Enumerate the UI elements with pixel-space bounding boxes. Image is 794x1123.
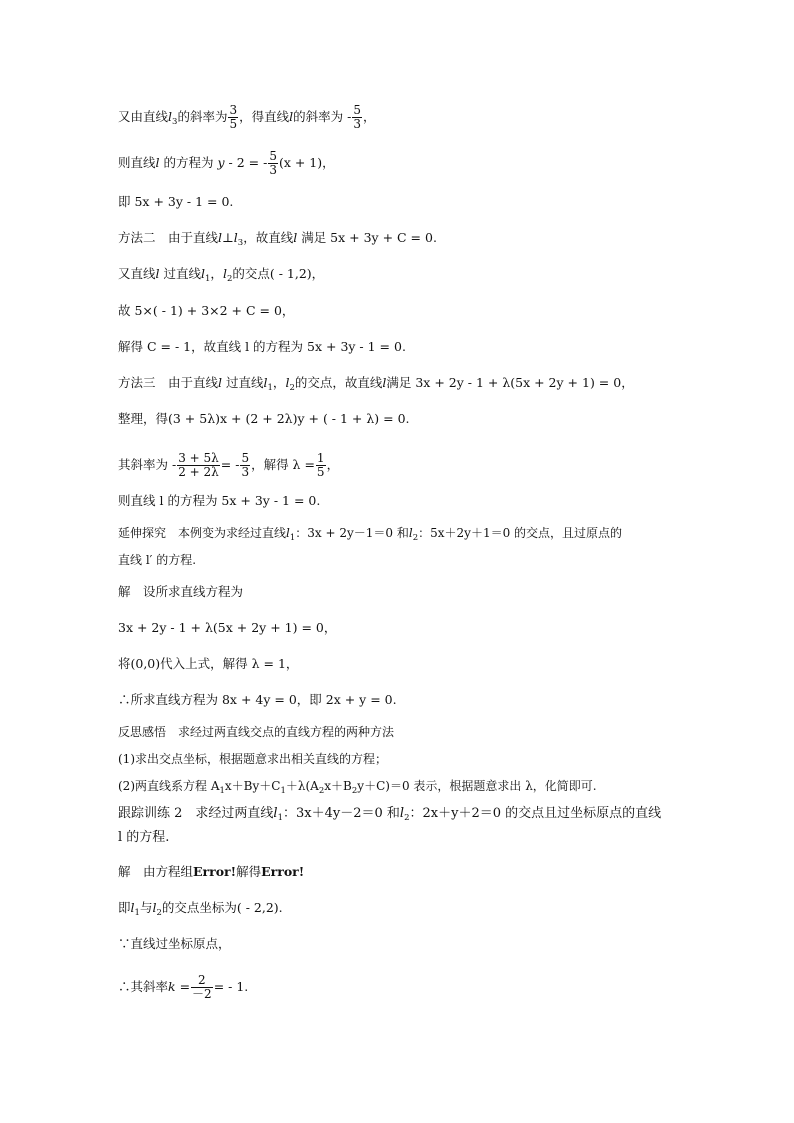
fraction (191, 974, 213, 1001)
text: x＋B (324, 779, 352, 793)
subscript: 3 (237, 238, 244, 248)
text: 过直线 (159, 266, 201, 281)
text: = (175, 979, 191, 994)
subscript: 2 (318, 786, 325, 796)
error-text: Error! (193, 864, 237, 879)
text-line (118, 900, 283, 916)
numerator: 5 (241, 451, 250, 465)
text: ，故直线 (243, 230, 294, 245)
numerator: 3 (229, 103, 238, 117)
variable: l (155, 266, 160, 281)
text-line: (1)求出交点坐标，根据题意求出相关直线的方程； (118, 752, 387, 766)
text: 与 (139, 900, 153, 915)
subscript: 1 (280, 786, 286, 796)
text: y＋C)＝0 表示，根据题意求出 λ，化简即可. (357, 779, 597, 793)
text: ，解得 λ = (251, 457, 315, 472)
variable: l (399, 806, 405, 821)
subscript: 1 (267, 383, 273, 393)
text-line: 即 5x + 3y - 1 = 0. (118, 194, 234, 209)
variable: y (217, 155, 225, 170)
text: = - 1. (213, 979, 249, 994)
text: 解得 (236, 864, 262, 879)
text-line: 整理，得(3 + 5λ)x + (2 + 2λ)y + ( - 1 + λ) = 0. (118, 411, 410, 426)
text-line: 反思感悟 求经过两直线交点的直线方程的两种方法 (118, 725, 395, 739)
subscript: 2 (404, 813, 410, 823)
text-line: 则直线 l 的方程为 5x + 3y - 1 = 0. (118, 493, 321, 508)
text: 延伸探究 本例变为求经过直线 (118, 526, 287, 540)
variable: l (293, 230, 298, 245)
text: 又由直线 (118, 109, 169, 124)
text: 的斜率为 - (293, 109, 352, 124)
text-line (118, 778, 597, 794)
variable: l (201, 266, 205, 281)
text: 的交点( - 1,2)， (232, 266, 325, 281)
text: 过直线 (222, 375, 264, 390)
variable: l (286, 526, 290, 540)
text-line (118, 974, 248, 1001)
numerator: 5 (353, 103, 361, 117)
text: ：3x + 2y－1＝0 和 (295, 526, 409, 540)
variable: l (233, 230, 238, 245)
subscript: 2 (412, 533, 419, 543)
text: 方法三 由于直线 (118, 375, 219, 390)
denominator: 2 + 2λ (178, 465, 219, 479)
variable: l (222, 266, 227, 281)
text: 其斜率为 - (118, 457, 177, 472)
fraction (316, 452, 326, 479)
variable: l (289, 109, 294, 124)
text-line (118, 375, 634, 391)
subscript: 3 (172, 117, 178, 127)
text: 跟踪训练 2 求经过两直线 (118, 806, 274, 821)
text: ，得直线 (239, 109, 290, 124)
text-line: ∵直线过坐标原点， (118, 936, 231, 951)
text: 又直线 (118, 266, 156, 281)
text: 方法二 由于直线 (118, 230, 219, 245)
subscript: 1 (289, 533, 296, 543)
variable: l (152, 900, 157, 915)
text-line: ∴所求直线方程为 8x + 4y = 0，即 2x + y = 0. (118, 692, 397, 707)
subscript: 1 (277, 813, 283, 823)
text: 的方程为 (159, 155, 218, 170)
text: 则直线 (118, 155, 156, 170)
numerator: 1 (316, 451, 325, 465)
text: ⊥ (222, 230, 234, 245)
variable: l (218, 230, 223, 245)
variable: l (408, 526, 413, 540)
variable: l (263, 375, 268, 390)
variable: l (130, 900, 135, 915)
text-line (118, 230, 437, 246)
subscript: 1 (134, 908, 140, 918)
text: ＋λ(A (285, 779, 319, 793)
fraction (240, 452, 250, 479)
subscript: 2 (156, 908, 162, 918)
text: ， (210, 266, 223, 281)
text-line (118, 864, 304, 880)
text: x＋By＋C (224, 779, 281, 793)
text-line: l 的方程. (118, 830, 170, 845)
text: (x + 1)， (278, 155, 335, 170)
subscript: 2 (226, 274, 233, 284)
variable: l (273, 806, 278, 821)
fraction (268, 150, 278, 177)
text: 的交点坐标为( - 2,2). (161, 900, 283, 915)
variable: l (218, 375, 223, 390)
text: = - (220, 457, 240, 472)
variable: l (155, 155, 160, 170)
text: 即 (118, 900, 131, 915)
text-line: 直线 l′ 的方程. (118, 553, 197, 567)
text-line: 解 设所求直线方程为 (118, 584, 244, 599)
variable: l (168, 109, 173, 124)
text-line: 故 5×( - 1) + 3×2 + C = 0， (118, 303, 295, 318)
text: ：5x＋2y＋1＝0 的交点，且过原点的 (418, 526, 623, 540)
denominator: 5 (229, 117, 238, 131)
subscript: 2 (289, 383, 295, 393)
numerator: 5 (269, 149, 277, 163)
subscript: 1 (205, 274, 211, 284)
text-line: 将(0,0)代入上式，解得 λ = 1， (118, 656, 299, 671)
variable: l (382, 375, 387, 390)
text-line: 解得 C = - 1，故直线 l 的方程为 5x + 3y - 1 = 0. (118, 339, 406, 354)
text-line (118, 806, 661, 822)
text: 满足 5x + 3y + C = 0. (297, 230, 437, 245)
text: - 2 = - (224, 155, 268, 170)
text-line (118, 452, 339, 479)
denominator: 3 (269, 163, 277, 177)
subscript: 1 (219, 786, 225, 796)
text: (2)两直线系方程 A (118, 779, 220, 793)
denominator: 5 (316, 465, 325, 479)
variable: l (285, 375, 290, 390)
fraction (177, 452, 220, 479)
subscript: 2 (351, 786, 358, 796)
denominator: 3 (353, 117, 361, 131)
fraction (228, 104, 238, 131)
text: ， (326, 457, 340, 472)
text-line (118, 150, 335, 177)
text-line (118, 266, 324, 282)
text: ∴其斜率 (118, 979, 169, 994)
numerator: 3 + 5λ (178, 451, 219, 465)
fraction (352, 104, 362, 131)
denominator: －2 (192, 987, 212, 1001)
text-line: 3x + 2y - 1 + λ(5x + 2y + 1) = 0， (118, 620, 337, 635)
variable: k (168, 979, 176, 994)
denominator: 3 (241, 465, 250, 479)
text: 解 由方程组 (118, 864, 194, 879)
text: ：3x＋4y－2＝0 和 (283, 806, 400, 821)
error-text: Error! (261, 864, 305, 879)
text-line (118, 525, 622, 541)
text-line (118, 104, 375, 131)
text: ， (272, 375, 286, 390)
text: 的交点，故直线 (294, 375, 383, 390)
text: 的斜率为 (177, 109, 228, 124)
text: 满足 3x + 2y - 1 + λ(5x + 2y + 1) = 0， (386, 375, 634, 390)
text: ， (362, 109, 376, 124)
text: ：2x＋y＋2＝0 的交点且过坐标原点的直线 (409, 806, 662, 821)
numerator: 2 (191, 974, 213, 988)
